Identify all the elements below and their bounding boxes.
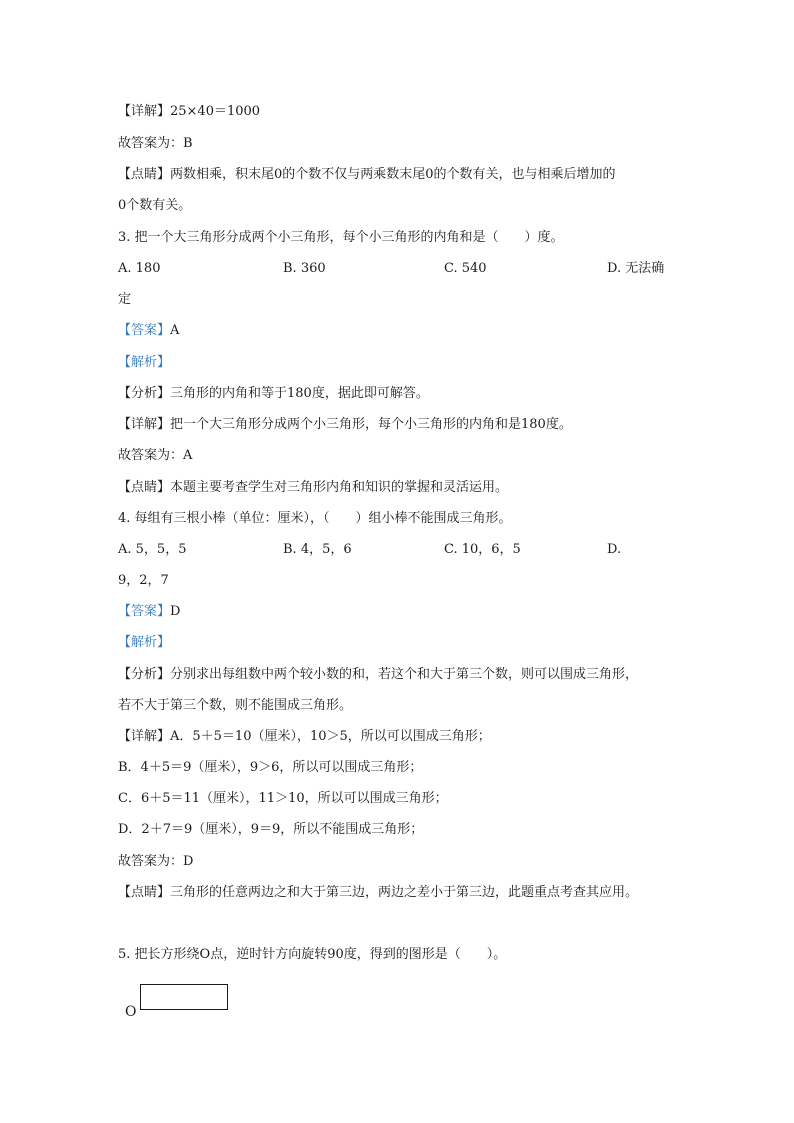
q4-stem: 4. 每组有三根小棒（单位：厘米），（ ）组小棒不能围成三角形。: [118, 511, 512, 526]
q3-xiangjie: 【详解】把一个大三角形分成两个小三角形，每个小三角形的内角和是180度。: [118, 417, 572, 432]
rectangle-figure: [140, 984, 228, 1010]
q4-xiangjie-c: C．6＋5＝11（厘米），11＞10，所以可以围成三角形；: [118, 791, 448, 806]
q3-answer-value: A: [170, 323, 180, 338]
q3-fenxi: 【分析】三角形的内角和等于180度，据此即可解答。: [118, 386, 429, 401]
b1-answer: 故答案为：B: [118, 136, 193, 151]
q4-conclusion: 故答案为：D: [118, 854, 194, 869]
q4-option-b: B. 4，5，6: [283, 542, 352, 557]
q4-xiangjie-a: 【详解】A．5＋5＝10（厘米），10＞5，所以可以围成三角形；: [118, 729, 491, 744]
b1-xiangjie: 【详解】25×40＝1000: [118, 104, 261, 119]
q5-stem: 5. 把长方形绕O点，逆时针方向旋转90度，得到的图形是（ ）。: [118, 947, 507, 962]
q4-option-wrap: 9，2，7: [118, 573, 169, 588]
q4-jiexi: 【解析】: [118, 635, 171, 650]
q4-xiangjie-d: D．2＋7＝9（厘米），9＝9，所以不能围成三角形；: [118, 822, 424, 837]
b1-dianjing-line1: 【点睛】两数相乘，积末尾0的个数不仅与两乘数末尾0的个数有关，也与相乘后增加的: [118, 167, 616, 182]
q3-option-wrap: 定: [118, 292, 132, 307]
q4-dianjing: 【点睛】三角形的任意两边之和大于第三边，两边之差小于第三边，此题重点考查其应用。: [118, 885, 639, 900]
b1-dianjing-line2: 0个数有关。: [118, 198, 192, 213]
q3-option-d: D. 无法确: [607, 261, 665, 276]
q3-answer-tag: 【答案】: [118, 323, 171, 338]
q4-fenxi-line2: 若不大于第三个数，则不能围成三角形。: [118, 698, 353, 713]
q3-option-a: A. 180: [118, 261, 161, 276]
q3-option-b: B. 360: [283, 261, 326, 276]
q4-options: [118, 542, 678, 558]
q4-option-c: C. 10，6，5: [444, 542, 521, 557]
point-o-label: O: [125, 1004, 137, 1020]
q3-options: [118, 261, 678, 277]
q4-xiangjie-b: B．4＋5＝9（厘米），9＞6，所以可以围成三角形；: [118, 760, 423, 775]
q4-fenxi-line1: 【分析】分别求出每组数中两个较小数的和，若这个和大于第三个数，则可以围成三角形，: [118, 667, 639, 682]
q4-answer: [118, 604, 180, 620]
q4-option-d: D.: [607, 542, 622, 557]
q4-answer-tag: 【答案】: [118, 604, 171, 619]
q3-stem: 3. 把一个大三角形分成两个小三角形，每个小三角形的内角和是（ ）度。: [118, 230, 564, 245]
q3-jiexi: 【解析】: [118, 355, 171, 370]
q3-conclusion: 故答案为：A: [118, 448, 193, 463]
q3-option-c: C. 540: [444, 261, 487, 276]
q3-answer: [118, 323, 179, 339]
q4-answer-value: D: [170, 604, 181, 619]
q3-dianjing: 【点睛】本题主要考查学生对三角形内角和知识的掌握和灵活运用。: [118, 480, 509, 495]
q4-option-a: A. 5，5，5: [118, 542, 187, 557]
